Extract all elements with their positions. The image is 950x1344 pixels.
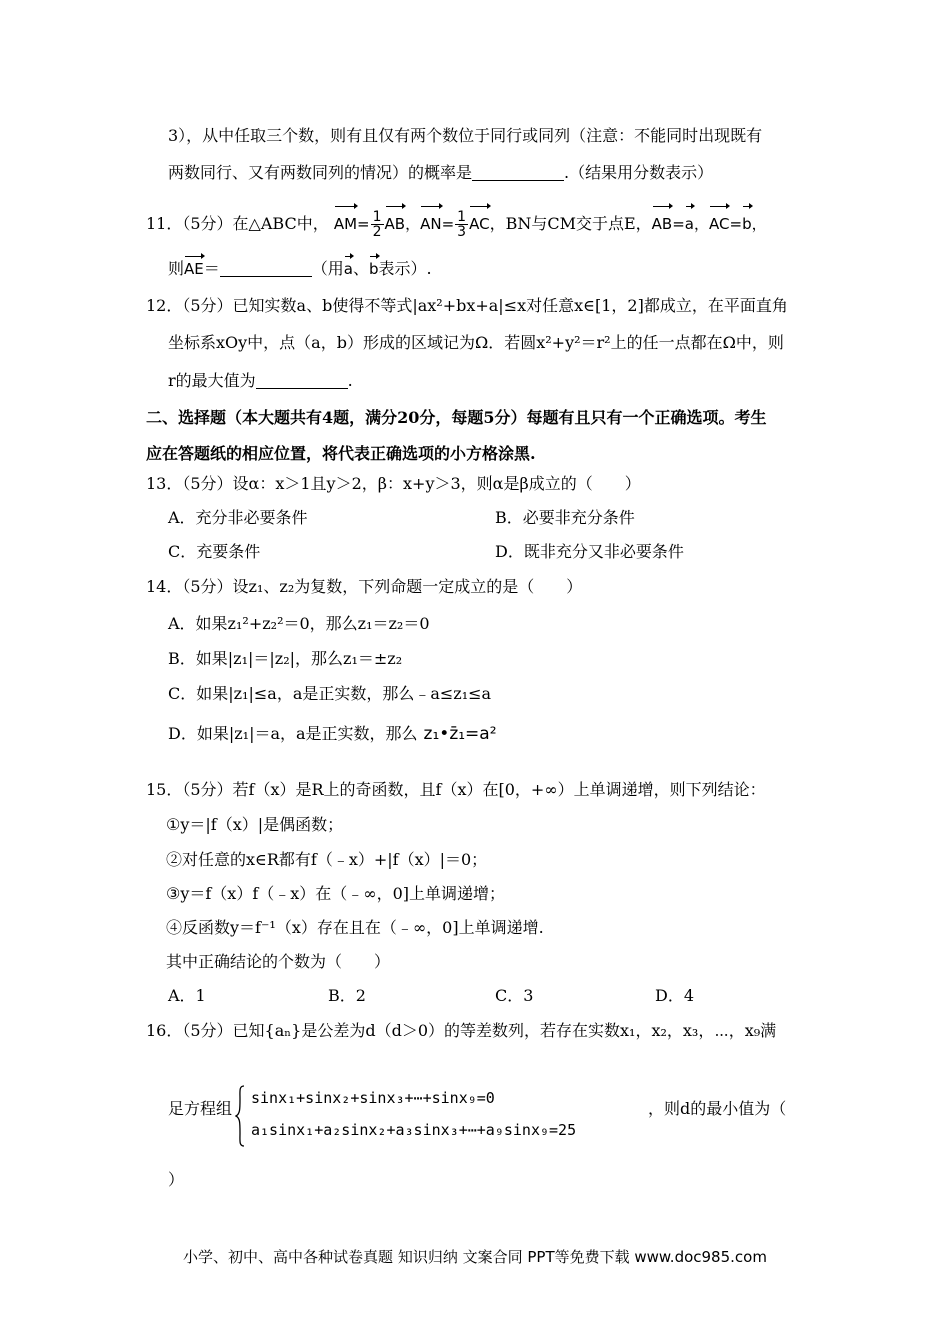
q11-ae-vector: AE	[184, 260, 204, 278]
q16-line3: ）	[168, 1170, 185, 1189]
q14-option-d[interactable]	[168, 724, 497, 744]
q12-line3	[168, 371, 353, 391]
answer-blank-11[interactable]	[220, 260, 312, 277]
q11-line1	[146, 209, 767, 239]
q14-stem: 14．（5分）设z₁、z₂为复数，下列命题一定成立的是（ ）	[146, 577, 583, 596]
q11-express: 表示）.	[378, 259, 432, 278]
q13-option-c[interactable]: C．充要条件	[168, 542, 261, 561]
q12-line3-text: r的最大值为	[168, 371, 256, 390]
answer-blank-12[interactable]	[256, 372, 348, 389]
q12-line1: 12．（5分）已知实数a、b使得不等式|ax²+bx+a|≤x对任意x∈[1，2]都成立，在平面直角	[146, 296, 788, 315]
q14-option-b[interactable]: B．如果|z₁|＝|z₂|，那么z₁＝±z₂	[168, 649, 403, 668]
q13-option-b[interactable]: B．必要非充分条件	[495, 508, 635, 527]
q11-score: （5分）在△ABC中，	[182, 214, 329, 233]
section2-heading-line1: 二、选择题（本大题共有4题，满分20分，每题5分）每题有且只有一个正确选项。考生	[146, 408, 767, 427]
q12-line2: 坐标系xOy中，点（a，b）形成的区域记为Ω．若圆x²+y²＝r²上的任一点都在Ω中，则	[168, 333, 784, 352]
q16-system-label: 足方程组	[168, 1099, 233, 1118]
q11-math-ab: AB=a，AC=b，	[652, 215, 767, 233]
answer-blank-10[interactable]	[472, 164, 564, 181]
page-footer: 小学、初中、高中各种试卷真题 知识归纳 文案合同 PPT等免费下载 www.doc985.com	[183, 1248, 767, 1266]
q15-option-b[interactable]: B．2	[328, 986, 366, 1005]
q12-period: .	[347, 371, 353, 390]
q16-line1: 16．（5分）已知{aₙ}是公差为d（d＞0）的等差数列，若存在实数x₁，x₂，x₃，⋯，x₉满	[146, 1021, 777, 1040]
q13-option-d[interactable]: D．既非充分又非必要条件	[495, 542, 684, 561]
q11-mid: ，BN与CM交于点E，	[489, 214, 652, 233]
q14-option-d-math: z₁•z̄₁=a²	[423, 724, 497, 744]
q11-number: 11．	[146, 214, 183, 233]
q15-option-d[interactable]: D．4	[655, 986, 695, 1005]
q10-line2-tail: .（结果用分数表示）	[564, 163, 714, 182]
q11-use: （用	[311, 259, 344, 278]
q13-option-a[interactable]: A．充分非必要条件	[168, 508, 308, 527]
equation-1: sinx₁+sinx₂+sinx₃+⋯+sinx₉=0	[251, 1089, 495, 1107]
q11-b-vector: b	[369, 260, 379, 278]
q16-line2-tail: ，则d的最小值为（	[648, 1099, 787, 1118]
q15-option-a[interactable]: A．1	[168, 986, 206, 1005]
q11-math-am: AM= $\frac{1}{2}$ AB，AN= $\frac{1}{3}$ AC	[333, 209, 490, 240]
q14-option-a[interactable]: A．如果z₁²+z₂²＝0，那么z₁＝z₂＝0	[168, 614, 430, 633]
q10-line1: 3），从中任取三个数，则有且仅有两个数位于同行或同列（注意：不能同时出现既有	[168, 126, 763, 145]
q11-ze: 则	[168, 259, 185, 278]
q15-question: 其中正确结论的个数为（ ）	[166, 952, 391, 971]
q15-statement-4: ④反函数y＝f⁻¹（x）存在且在（﹣∞，0]上单调递增.	[166, 918, 544, 937]
q15-option-c[interactable]: C．3	[495, 986, 534, 1005]
q14-option-d-text: D．如果|z₁|＝a，a是正实数，那么	[168, 724, 418, 743]
q11-a-vector: a	[343, 260, 353, 278]
left-brace-icon	[235, 1085, 245, 1147]
q14-option-c[interactable]: C．如果|z₁|≤a，a是正实数，那么﹣a≤z₁≤a	[168, 684, 492, 703]
q15-statement-1: ①y＝|f（x）|是偶函数；	[166, 815, 344, 834]
q11-line2: 则AE＝ （用a、b表示）.	[168, 259, 432, 278]
section2-heading-line2: 应在答题纸的相应位置，将代表正确选项的小方格涂黑.	[146, 444, 536, 463]
q11-eq: ＝	[203, 259, 220, 278]
equation-2: a₁sinx₁+a₂sinx₂+a₃sinx₃+⋯+a₉sinx₉=25	[251, 1121, 577, 1139]
q10-line2	[168, 163, 713, 183]
q15-stem: 15．（5分）若f（x）是R上的奇函数，且f（x）在[0，+∞）上单调递增，则下列结论：	[146, 780, 766, 799]
q15-statement-2: ②对任意的x∈R都有f（﹣x）+|f（x）|＝0；	[166, 850, 488, 869]
q10-line2-text: 两数同行、又有两数同列的情况）的概率是	[168, 163, 473, 182]
q15-statement-3: ③y＝f（x）f（﹣x）在（﹣∞，0]上单调递增；	[166, 884, 506, 903]
q13-stem: 13．（5分）设α：x＞1且y＞2，β：x+y＞3，则α是β成立的（ ）	[146, 474, 641, 493]
